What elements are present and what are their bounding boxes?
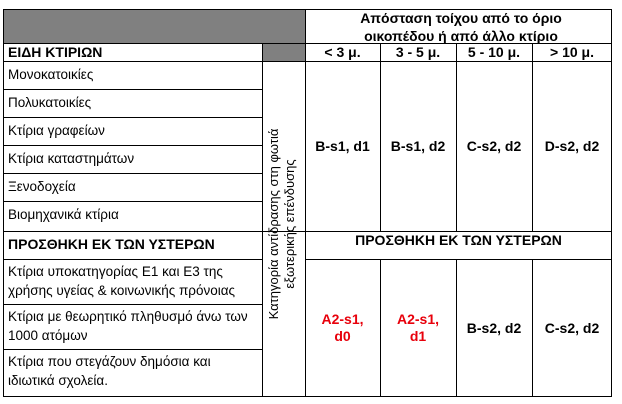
- building-row-apartment: Πολυκατοικίες: [8, 95, 92, 110]
- group1-value-5-10: C-s2, d2: [466, 137, 522, 154]
- building-row-industrial: Βιομηχανικά κτίρια: [8, 207, 119, 222]
- header-gray-fill-category: [262, 43, 305, 61]
- group2-value-5-10: B-s2, d2: [466, 319, 522, 336]
- building-row-health-care: Κτίρια υποκατηγορίας Ε1 και Ε3 της χρήσης υγείας & κοινωνικής πρόνοιας: [8, 264, 236, 298]
- building-row-offices: Κτίρια γραφείων: [8, 123, 105, 138]
- addition-label-left: ΠΡΟΣΘΗΚΗ ΕΚ ΤΩΝ ΥΣΤΕΡΩΝ: [8, 236, 215, 252]
- distance-header: Απόσταση τοίχου από το όριο οικοπέδου ή από άλλο κτίριο: [360, 9, 562, 44]
- group1-value-3-5: B-s1, d2: [390, 137, 446, 154]
- building-row-shops: Κτίρια καταστημάτων: [8, 151, 135, 166]
- column-header-3-5: 3 - 5 μ.: [395, 44, 441, 60]
- building-row-hotels: Ξενοδοχεία: [8, 179, 76, 194]
- building-row-large-occupancy: Κτίρια με θεωρητικό πληθυσμό άνω των 1000 ατόμων: [8, 309, 248, 343]
- group1-value-gt10: D-s2, d2: [544, 137, 600, 154]
- addition-label-right: ΠΡΟΣΘΗΚΗ ΕΚ ΤΩΝ ΥΣΤΕΡΩΝ: [355, 232, 562, 248]
- building-row-schools: Κτίρια που στεγάζουν δημόσια και ιδιωτικά σχολεία.: [8, 354, 211, 388]
- column-header-lt3: < 3 μ.: [324, 44, 361, 60]
- group1-value-lt3: B-s1, d1: [315, 137, 370, 154]
- category-vertical-label: Κατηγορία αντίδρασης στη φωτιά εξωτερικής επένδυσης: [266, 128, 297, 320]
- building-types-header: ΕΙΔΗ ΚΤΙΡΙΩΝ: [8, 44, 103, 60]
- column-header-gt10: > 10 μ.: [550, 44, 594, 60]
- header-gray-fill: [3, 10, 305, 43]
- group2-value-lt3: A2-s1, d0: [321, 311, 364, 344]
- column-header-5-10: 5 - 10 μ.: [467, 44, 521, 60]
- building-row-single-family: Μονοκατοικίες: [8, 67, 94, 82]
- group2-value-gt10: C-s2, d2: [544, 319, 600, 336]
- group2-value-3-5: A2-s1, d1: [396, 311, 440, 344]
